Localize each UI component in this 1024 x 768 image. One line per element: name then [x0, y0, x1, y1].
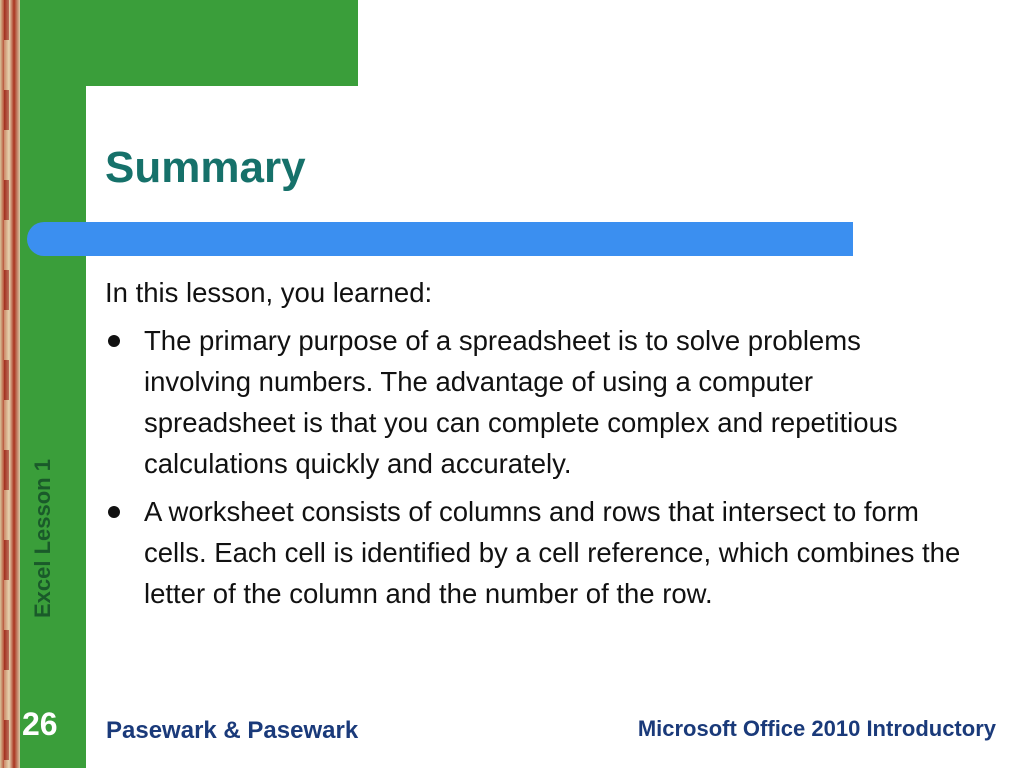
- bullet-list: [105, 320, 965, 614]
- lesson-label: Excel Lesson 1: [30, 459, 55, 618]
- slide-body: [105, 272, 965, 621]
- slide-number: 26: [22, 706, 58, 742]
- bullet-dot-icon: [108, 506, 120, 518]
- intro-text: In this lesson, you learned:: [105, 277, 433, 308]
- bullet-item: [105, 320, 965, 484]
- title-underline-bar: [27, 222, 853, 256]
- slide-title: Summary: [105, 143, 306, 192]
- bullet-text: The primary purpose of a spreadsheet is to solve problems involving numbers. The advantage of using a computer spreadsheet is that you can complete complex and repetitious calculations quickly and accurately.: [144, 325, 898, 479]
- decorative-image-strip: [0, 0, 20, 768]
- green-side-band: [20, 0, 86, 768]
- bullet-text: A worksheet consists of columns and rows that intersect to form cells. Each cell is identified by a cell reference, which combines the letter of the column and the number of the row.: [144, 496, 961, 609]
- footer-course: Microsoft Office 2010 Introductory: [637, 716, 996, 741]
- footer-publisher: Pasewark & Pasewark: [106, 717, 359, 744]
- bullet-item: [105, 491, 965, 614]
- bullet-dot-icon: [108, 335, 120, 347]
- green-top-band: [20, 0, 358, 86]
